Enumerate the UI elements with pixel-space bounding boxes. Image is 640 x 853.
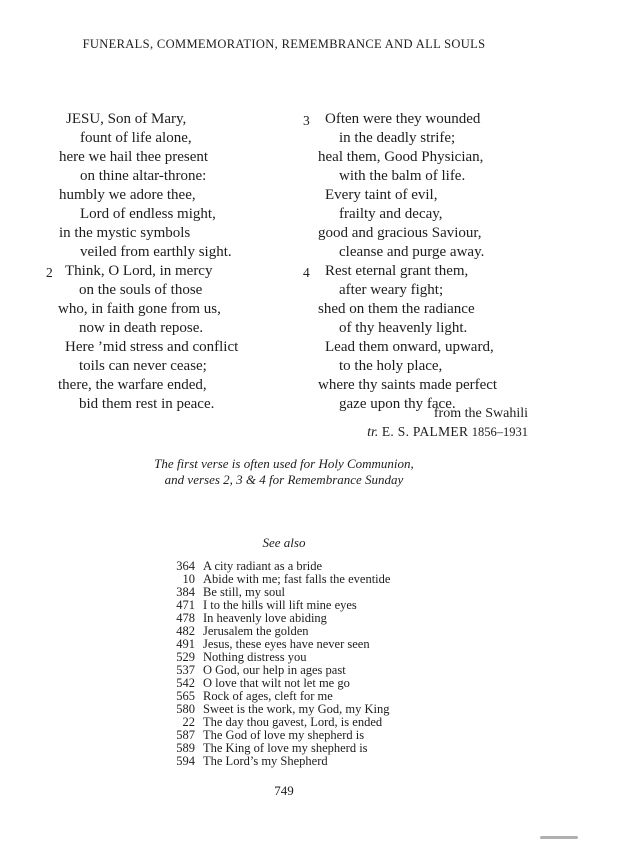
verse-line: bid them rest in peace.: [79, 396, 215, 412]
hymn-number: 542: [176, 676, 195, 690]
translator-prefix: tr.: [367, 424, 379, 440]
hymn-number: 364: [176, 559, 195, 573]
verse-line: toils can never cease;: [79, 358, 207, 374]
hymn-number: 482: [176, 624, 195, 638]
hymn-title: O love that wilt not let me go: [203, 676, 350, 690]
see-also-list: [160, 560, 390, 768]
horizontal-scrollbar-thumb[interactable]: [540, 836, 578, 839]
attribution-translator: [367, 423, 528, 442]
running-header: FUNERALS, COMMEMORATION, REMEMBRANCE AND ALL SOULS: [82, 37, 486, 51]
verse-line: Lord of endless might,: [80, 206, 216, 222]
verse-line: humbly we adore thee,: [59, 187, 196, 203]
verse-line: Every taint of evil,: [325, 187, 438, 203]
hymn-title: The God of love my shepherd is: [203, 728, 365, 742]
verse-line: Lead them onward, upward,: [325, 339, 494, 355]
hymn-title: I to the hills will lift mine eyes: [203, 598, 357, 612]
hymn-title: The day thou gavest, Lord, is ended: [203, 715, 383, 729]
verse-line: of thy heavenly light.: [339, 320, 468, 336]
verse-number: 4: [303, 265, 310, 280]
attribution-source: from the Swahili: [433, 406, 528, 421]
hymn-title: Rock of ages, cleft for me: [203, 689, 333, 703]
verse-number: 3: [303, 113, 310, 128]
verse-line: Here ’mid stress and conflict: [65, 339, 239, 355]
hymn-title: Jesus, these eyes have never seen: [203, 637, 370, 651]
usage-note-line: and verses 2, 3 & 4 for Remembrance Sunday: [164, 471, 404, 487]
usage-note: [0, 456, 568, 487]
verse-line: after weary fight;: [339, 282, 444, 298]
verse-3: [318, 110, 484, 262]
see-also-heading: See also: [262, 535, 306, 550]
hymn-number: 594: [176, 754, 195, 768]
hymn-number: 478: [176, 611, 195, 625]
hymn-number: 565: [176, 689, 195, 703]
hymn-title: O God, our help in ages past: [203, 663, 346, 677]
verse-line: cleanse and purge away.: [339, 244, 485, 260]
verse-line: who, in faith gone from us,: [58, 301, 221, 317]
verse-line: now in death repose.: [79, 320, 204, 336]
verse-line: with the balm of life.: [339, 168, 466, 184]
verse-line: JESU, Son of Mary,: [66, 111, 187, 127]
hymn-number: 537: [176, 663, 195, 677]
verse-line: veiled from earthly sight.: [80, 244, 232, 260]
verse-line: on thine altar-throne:: [80, 168, 207, 184]
verse-1: [59, 110, 232, 262]
hymn-number: 22: [182, 715, 195, 729]
verse-4: [318, 262, 497, 414]
verse-line: in the deadly strife;: [339, 130, 456, 146]
see-also-item: [160, 755, 390, 768]
hymn-number: 589: [176, 741, 195, 755]
hymn-number: 580: [176, 702, 195, 716]
attribution: [367, 405, 528, 441]
hymn-title: In heavenly love abiding: [203, 611, 327, 625]
hymn-number: 471: [176, 598, 195, 612]
verse-line: there, the warfare ended,: [58, 377, 207, 393]
verse-line: Rest eternal grant them,: [325, 263, 469, 279]
verse-line: fount of life alone,: [80, 130, 192, 146]
hymn-title: The King of love my shepherd is: [203, 741, 368, 755]
verse-number: 2: [46, 265, 53, 280]
usage-note-line: The first verse is often used for Holy Communion,: [154, 456, 414, 471]
verse-line: good and gracious Saviour,: [318, 225, 482, 241]
hymn-number: 529: [176, 650, 195, 664]
verse-line: frailty and decay,: [339, 206, 443, 222]
verse-line: where thy saints made perfect: [318, 377, 498, 393]
hymn-number: 384: [176, 585, 195, 599]
verse-2: [58, 262, 238, 414]
hymn-title: Sweet is the work, my God, my King: [203, 702, 390, 716]
translator-name: E. S. PALMER: [381, 423, 469, 439]
hymn-title: Nothing distress you: [203, 650, 307, 664]
verse-line: heal them, Good Physician,: [318, 149, 484, 165]
verse-line: here we hail thee present: [59, 149, 209, 165]
hymn-number: 587: [176, 728, 195, 742]
hymn-number: 10: [182, 572, 195, 586]
verse-line: Often were they wounded: [325, 111, 481, 127]
hymn-title: Abide with me; fast falls the eventide: [203, 572, 391, 586]
verse-line: Think, O Lord, in mercy: [65, 263, 213, 279]
hymn-title: A city radiant as a bride: [203, 559, 323, 573]
verse-line: in the mystic symbols: [59, 225, 191, 241]
page-number: 749: [274, 783, 294, 798]
hymn-number: 491: [176, 637, 195, 651]
hymn-title: Be still, my soul: [203, 585, 285, 599]
translator-years: 1856–1931: [471, 424, 528, 439]
verse-line: on the souls of those: [79, 282, 203, 298]
verse-line: gaze upon thy face.: [339, 396, 456, 412]
verse-line: shed on them the radiance: [318, 301, 475, 317]
hymn-title: Jerusalem the golden: [203, 624, 309, 638]
hymn-title: The Lord’s my Shepherd: [203, 754, 328, 768]
verse-line: to the holy place,: [339, 358, 443, 374]
